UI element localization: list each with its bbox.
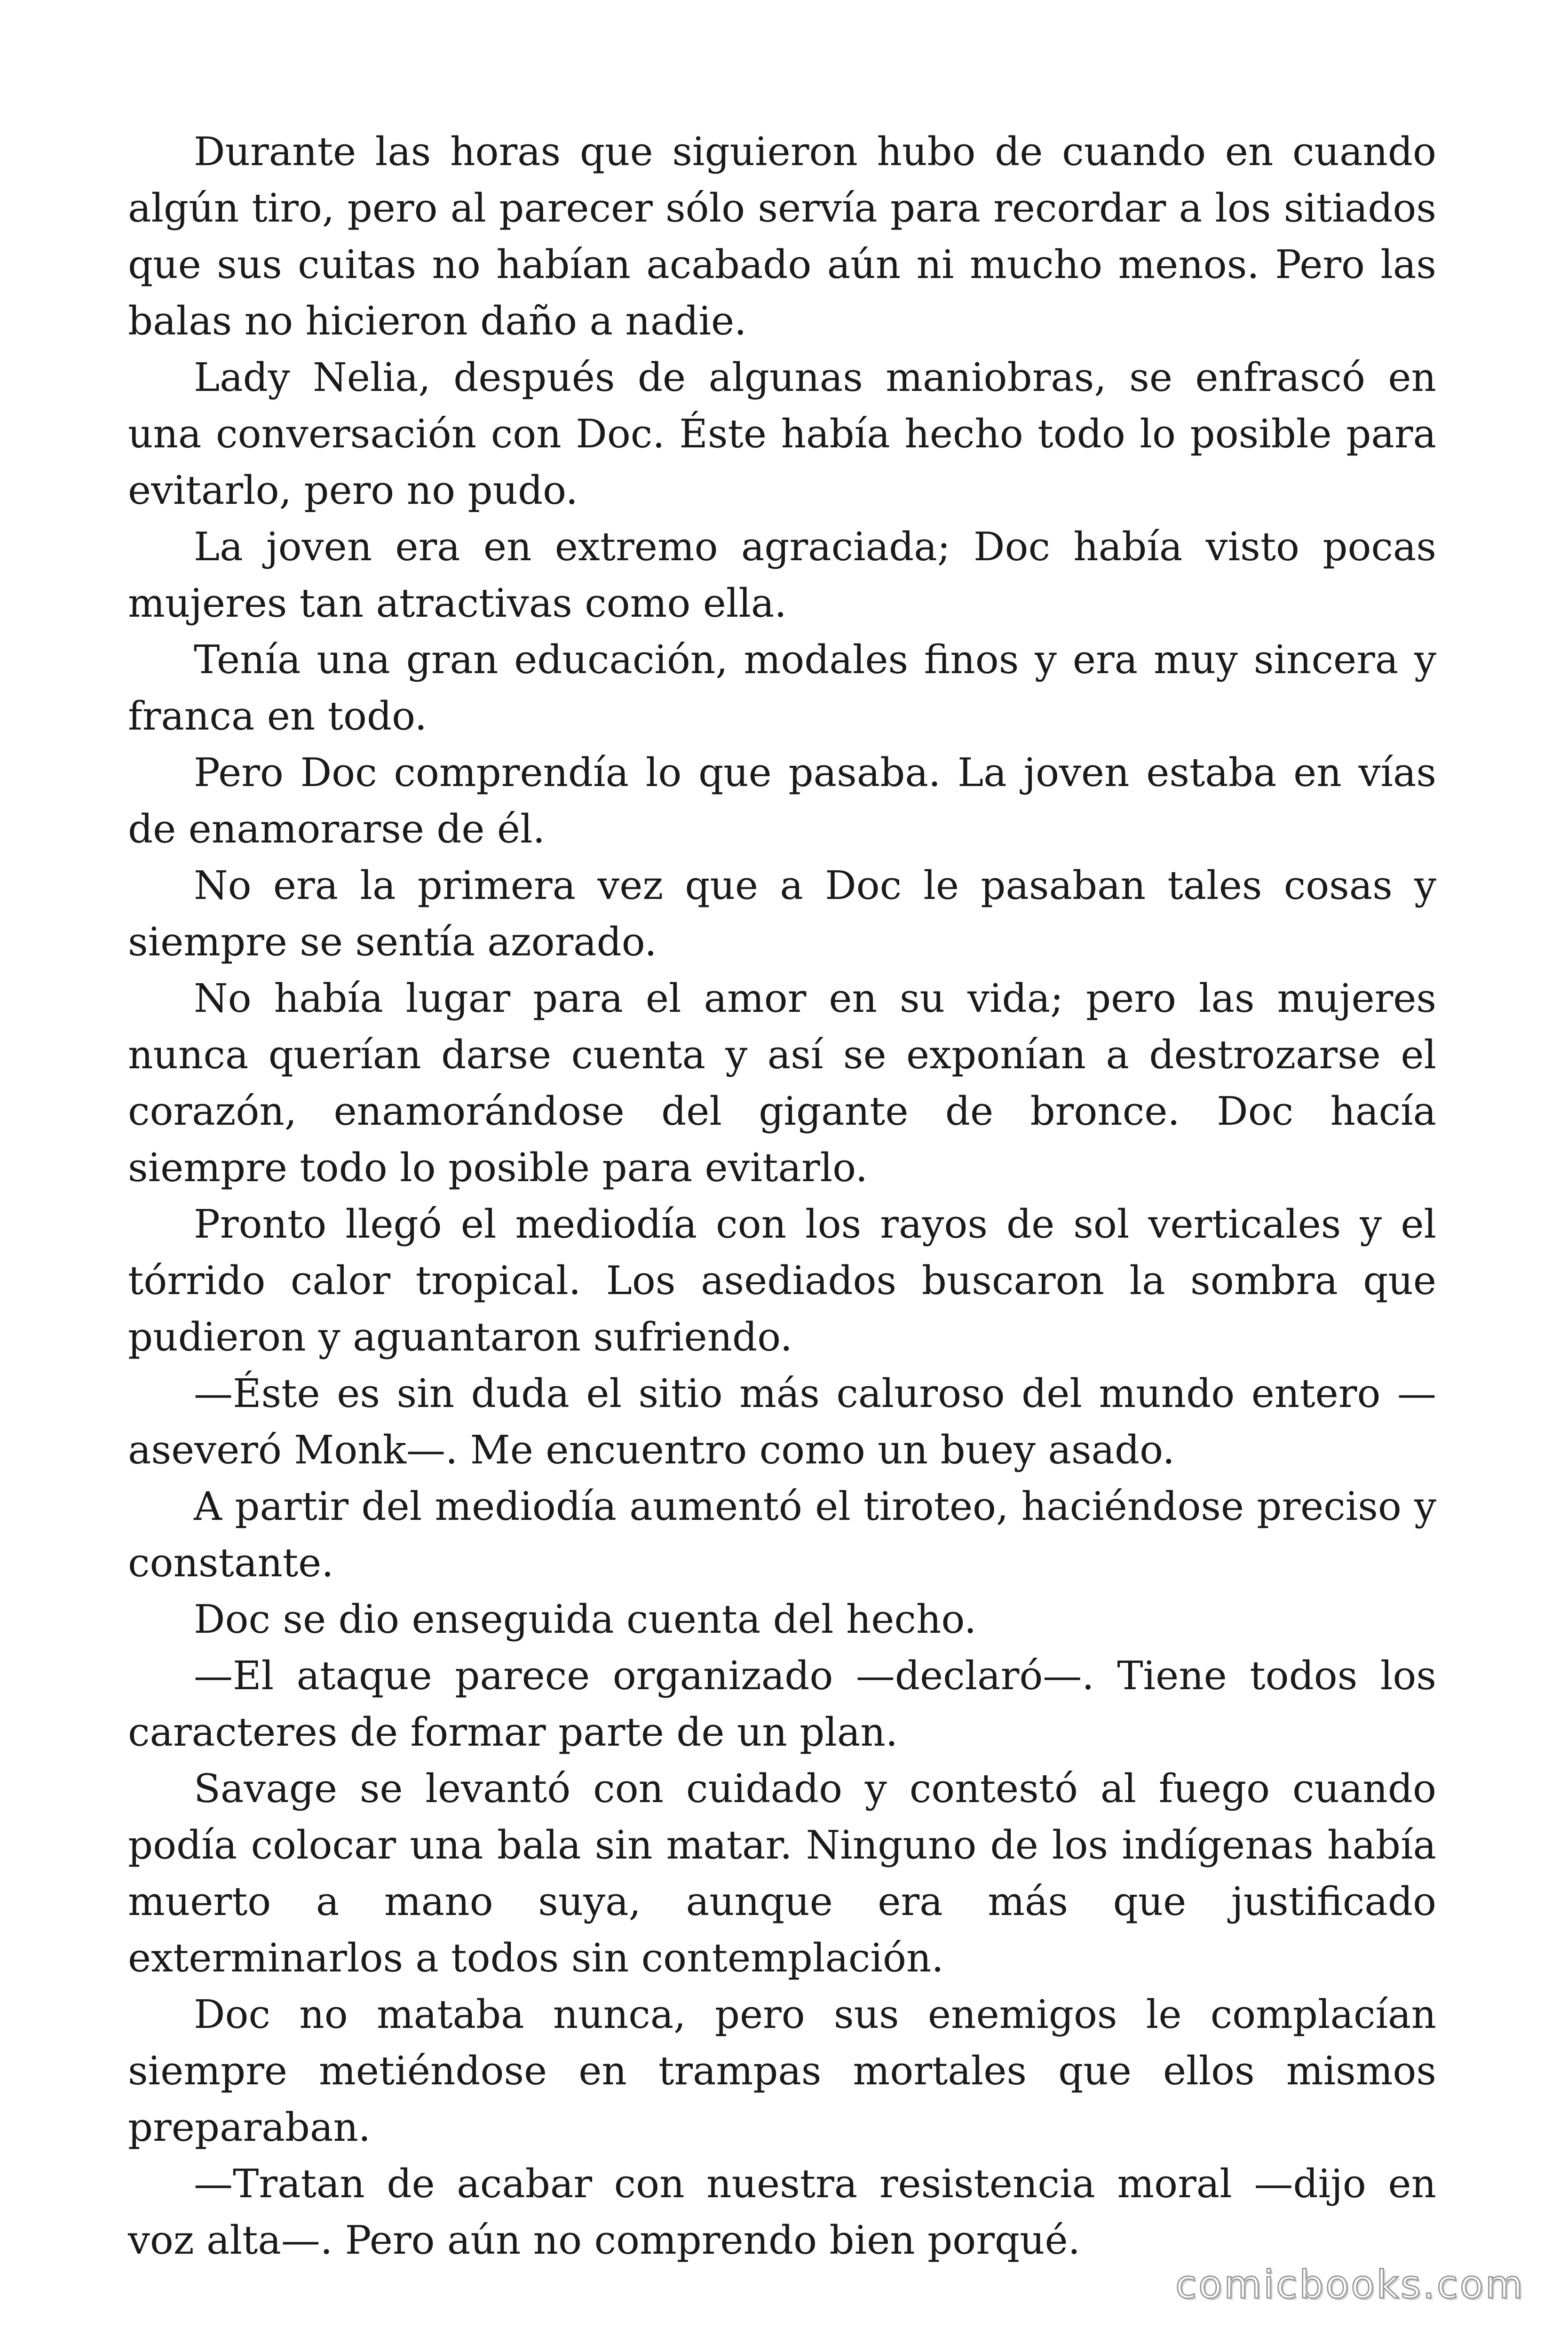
paragraph: No era la primera vez que a Doc le pasaban tales cosas y siempre se sentía azorado.: [128, 863, 1436, 965]
paragraph: —Tratan de acabar con nuestra resistencia moral —dijo en voz alta—. Pero aún no comprendo bien porqué.: [128, 2161, 1436, 2263]
paragraph: La joven era en extremo agraciada; Doc había visto pocas mujeres tan atractivas como ella.: [128, 524, 1436, 626]
body-text: [128, 124, 1436, 2269]
paragraph: Doc no mataba nunca, pero sus enemigos le complacían siempre metiéndose en trampas mortales que ellos mismos preparaban.: [128, 1992, 1436, 2150]
paragraph: Pero Doc comprendía lo que pasaba. La joven estaba en vías de enamorarse de él.: [128, 750, 1436, 852]
paragraph: No había lugar para el amor en su vida; pero las mujeres nunca querían darse cuenta y así se exponían a destrozarse el corazón, enamorándose del gigante de bronce. Doc hacía siempre todo lo posible para evitarlo.: [128, 976, 1436, 1191]
paragraph: Savage se levantó con cuidado y contestó al fuego cuando podía colocar una bala sin matar. Ninguno de los indígenas había muerto a mano suya, aunque era más que justificado exterminarlos a todos sin contemplación.: [128, 1766, 1436, 1981]
paragraph: Pronto llegó el mediodía con los rayos de sol verticales y el tórrido calor tropical. Los asediados buscaron la sombra que pudieron y aguantaron sufriendo.: [128, 1201, 1436, 1360]
paragraph: Doc se dio enseguida cuenta del hecho.: [194, 1597, 977, 1642]
paragraph: Lady Nelia, después de algunas maniobras, se enfrascó en una conversación con Doc. Éste había hecho todo lo posible para evitarlo, pero no pudo.: [128, 355, 1436, 513]
paragraph: Tenía una gran educación, modales finos y era muy sincera y franca en todo.: [128, 637, 1436, 739]
watermark: comicbooks.com: [1175, 2263, 1525, 2307]
paragraph: —Éste es sin duda el sitio más caluroso del mundo entero —aseveró Monk—. Me encuentro como un buey asado.: [128, 1371, 1436, 1473]
paragraph: —El ataque parece organizado —declaró—. Tiene todos los caracteres de formar parte de un plan.: [128, 1653, 1436, 1755]
paragraph: Durante las horas que siguieron hubo de cuando en cuando algún tiro, pero al parecer sólo servía para recordar a los sitiados que sus cuitas no habían acabado aún ni mucho menos. Pero las balas no hicieron daño a nadie.: [128, 129, 1436, 344]
paragraph: A partir del mediodía aumentó el tiroteo, haciéndose preciso y constante.: [128, 1484, 1436, 1586]
